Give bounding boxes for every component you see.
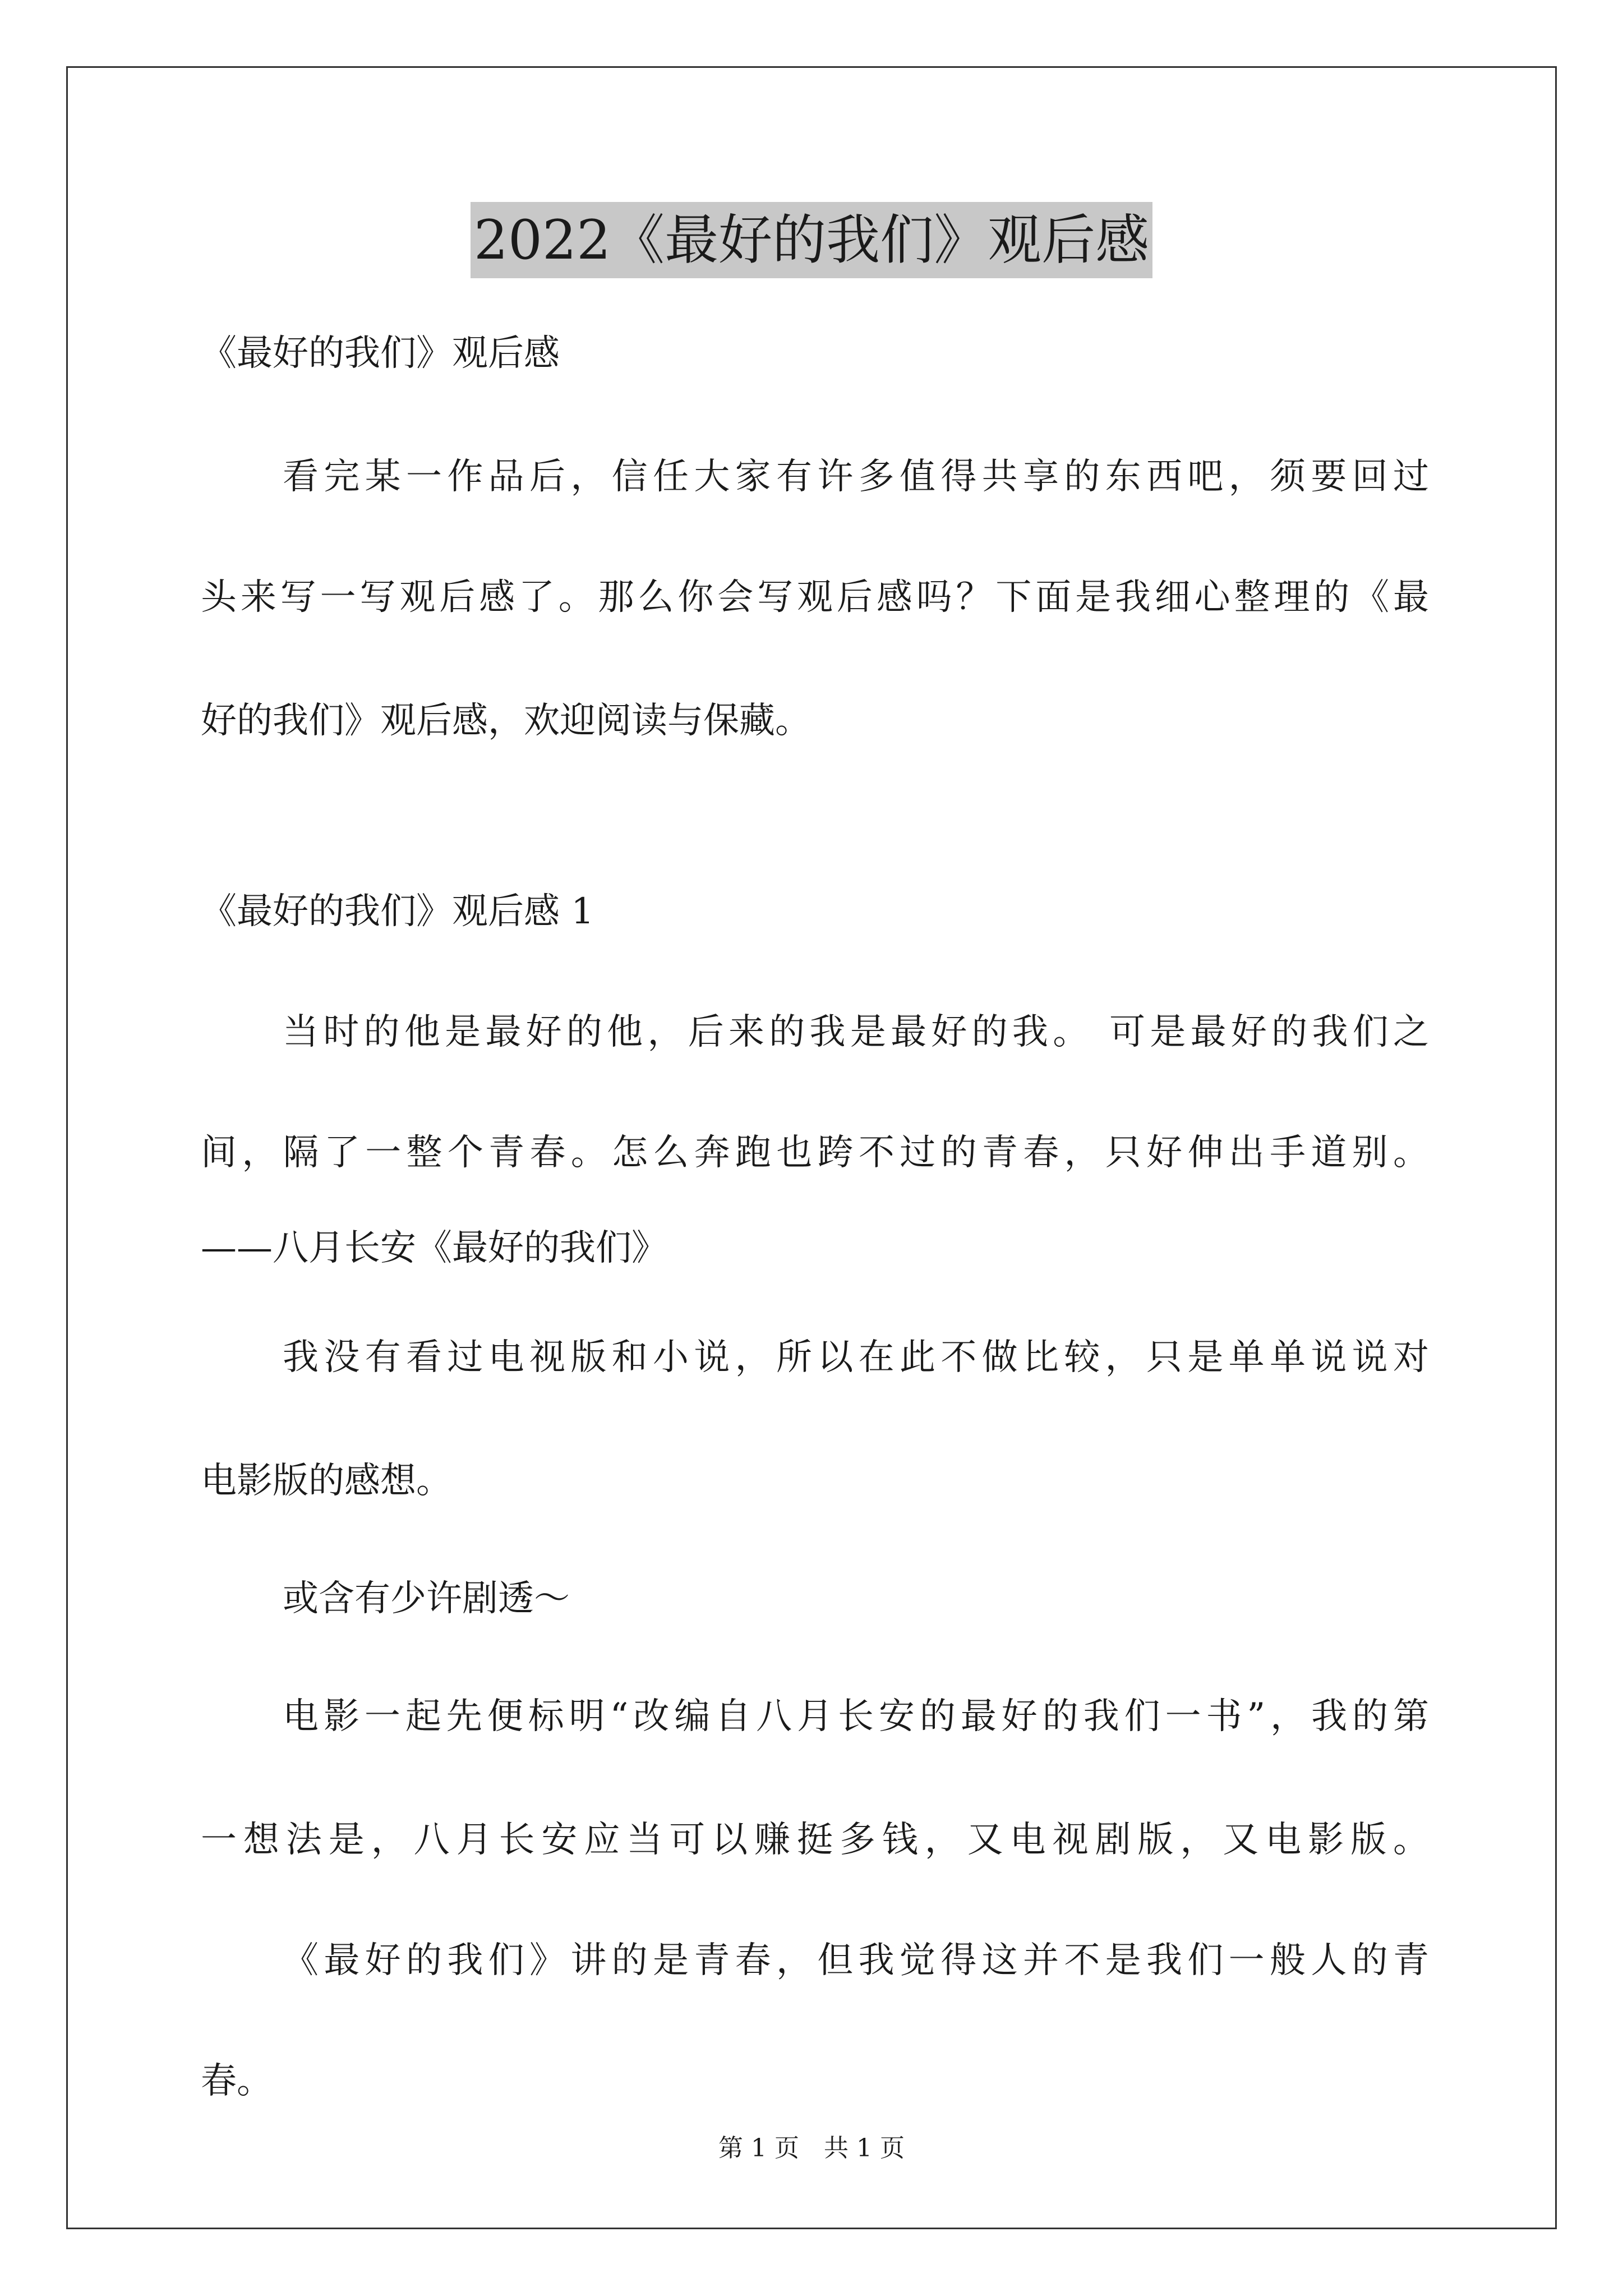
text-line: 春。 xyxy=(201,2060,273,2102)
text-line: 《最好的我们》观后感 1 xyxy=(201,891,594,932)
text-line: 电影版的感想。 xyxy=(201,1460,452,1502)
text-line: 《最好的我们》讲的是青春，但我觉得这并不是我们一般人的青 xyxy=(283,1940,1429,1981)
text-line: 或含有少许剧透～ xyxy=(283,1578,570,1619)
text-line: ——八月长安《最好的我们》 xyxy=(201,1227,667,1269)
text-line: 头来写一写观后感了。那么你会写观后感吗？下面是我细心整理的《最 xyxy=(201,577,1429,618)
text-line: 间，隔了一整个青春。怎么奔跑也跨不过的青春，只好伸出手道别。 xyxy=(201,1132,1429,1174)
text-line: 看完某一作品后，信任大家有许多值得共享的东西吧，须要回过 xyxy=(283,456,1429,498)
text-line: 一想法是，八月长安应当可以赚挺多钱，又电视剧版，又电影版。 xyxy=(201,1819,1429,1861)
document-title: 2022《最好的我们》观后感 xyxy=(471,202,1152,278)
text-line: 电影一起先便标明“改编自八月长安的最好的我们一书”，我的第 xyxy=(283,1696,1429,1737)
text-line: 《最好的我们》观后感 xyxy=(201,333,560,374)
text-line: 好的我们》观后感，欢迎阅读与保藏。 xyxy=(201,700,811,742)
text-line: 我没有看过电视版和小说，所以在此不做比较，只是单单说说对 xyxy=(283,1337,1429,1378)
text-line: 当时的他是最好的他，后来的我是最好的我。 可是最好的我们之 xyxy=(283,1011,1429,1053)
page-footer: 第 1 页 共 1 页 xyxy=(718,2134,905,2162)
title-container xyxy=(0,202,1623,278)
